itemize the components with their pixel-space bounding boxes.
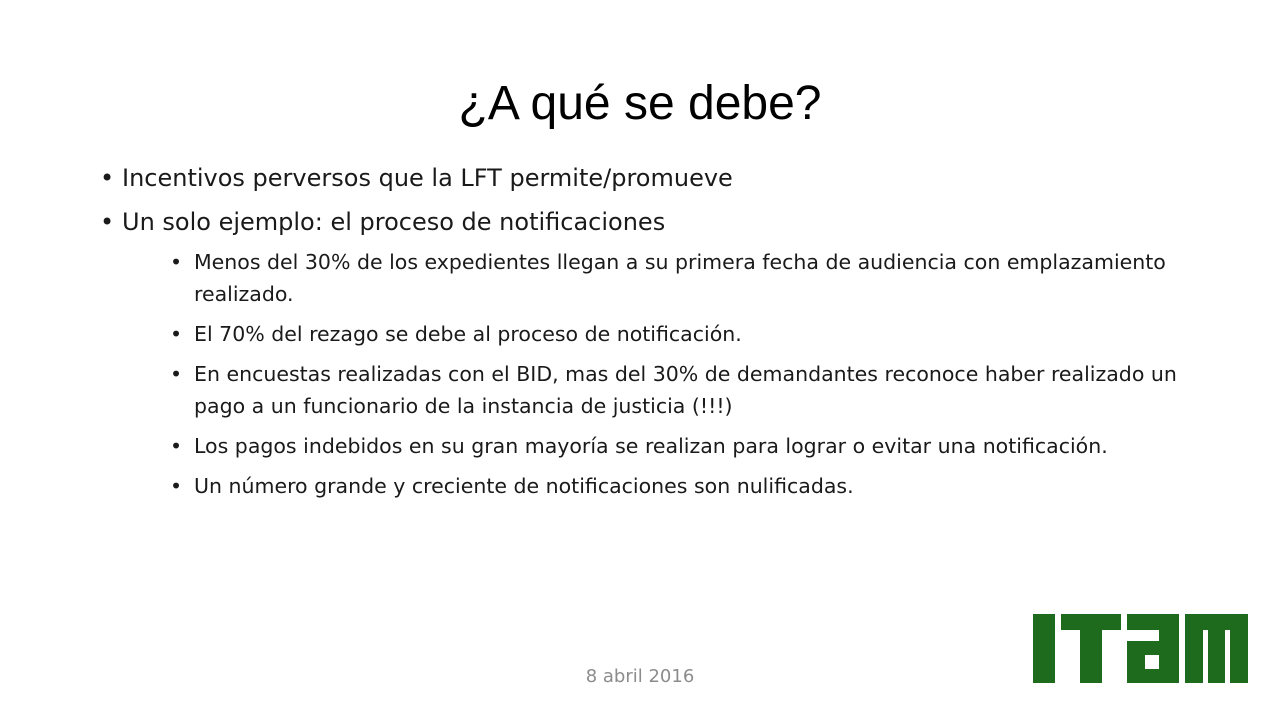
sub-bullet-text: El 70% del rezago se debe al proceso de notificación.	[194, 322, 742, 346]
sub-bullet-item	[170, 470, 1210, 502]
itam-logo	[1033, 614, 1248, 683]
slide-title: ¿A qué se debe?	[458, 77, 822, 130]
sub-bullet-list	[122, 246, 1210, 502]
bullet-text: Un solo ejemplo: el proceso de notificaciones	[122, 208, 666, 236]
footer-date: 8 abril 2016	[585, 666, 695, 687]
bullet-item	[100, 162, 1210, 194]
sub-bullet-text: Los pagos indebidos en su gran mayoría se realizan para lograr o evitar una notificación.	[194, 434, 1108, 458]
sub-bullet-item	[170, 430, 1210, 462]
bullet-list	[100, 162, 1210, 514]
sub-bullet-text: En encuestas realizadas con el BID, mas del 30% de demandantes reconoce haber realizado un pago a un funcionario de la instancia de justicia (!!!)	[194, 362, 1177, 418]
itam-logo-letters	[1033, 614, 1248, 683]
sub-bullet-text: Un número grande y creciente de notificaciones son nulificadas.	[194, 474, 854, 498]
sub-bullet-item	[170, 318, 1210, 350]
bullet-item	[100, 206, 1210, 502]
bullet-text: Incentivos perversos que la LFT permite/promueve	[122, 164, 733, 192]
sub-bullet-item	[170, 358, 1210, 422]
sub-bullet-text: Menos del 30% de los expedientes llegan a su primera fecha de audiencia con emplazamiento realizado.	[194, 250, 1166, 306]
sub-bullet-item	[170, 246, 1210, 310]
